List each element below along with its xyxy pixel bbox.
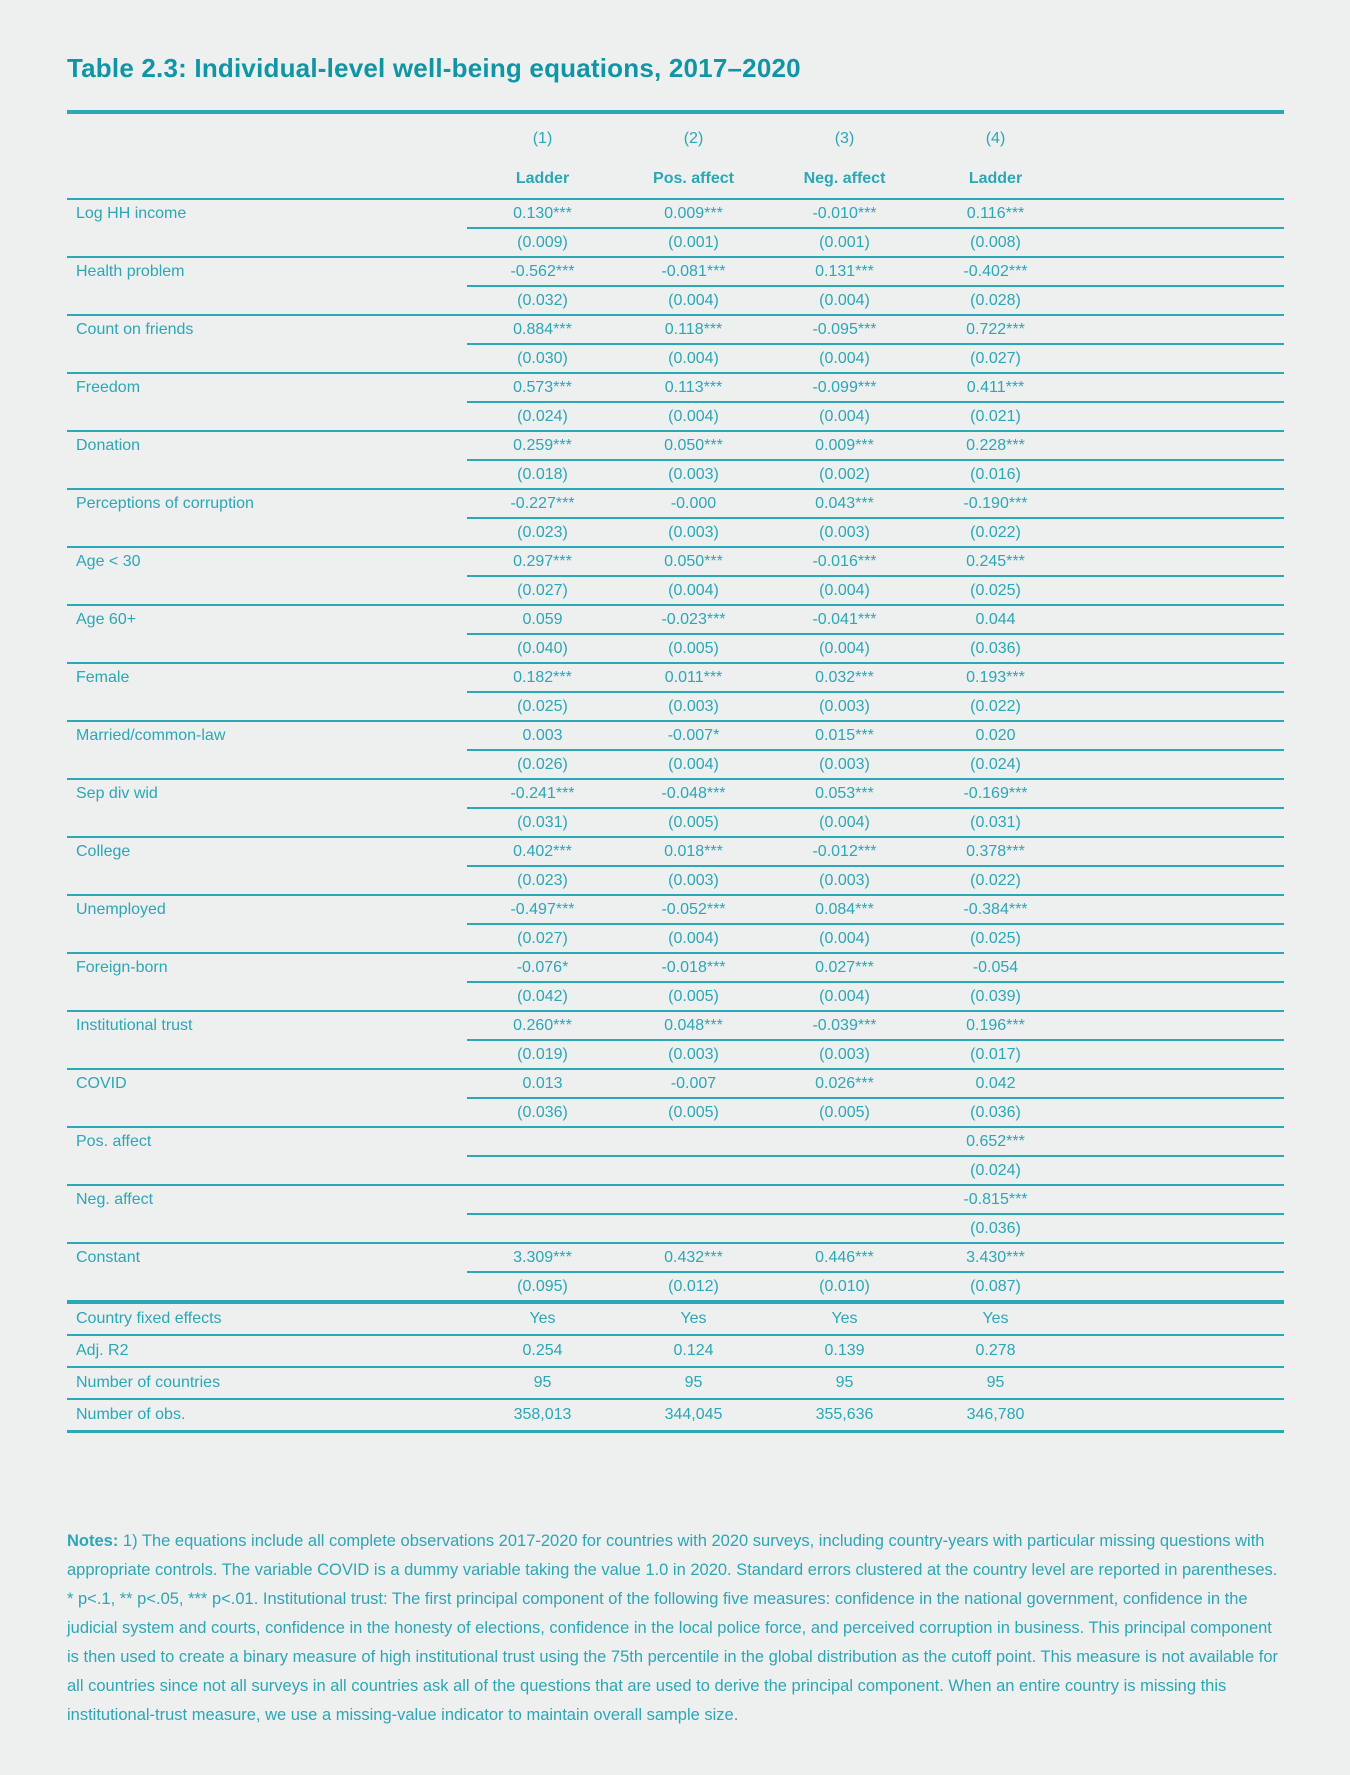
stderr-col1: (0.009)	[467, 228, 618, 257]
summary-col4: 0.278	[920, 1335, 1071, 1367]
summary-row	[67, 1367, 1284, 1399]
stderr-col2: (0.005)	[618, 808, 769, 837]
stderr-col2	[618, 1214, 769, 1243]
coefficient-col4: 0.116***	[920, 199, 1071, 228]
summary-col3: 355,636	[769, 1399, 920, 1432]
variable-label: Foreign-born	[76, 959, 168, 976]
summary-col2: Yes	[618, 1302, 769, 1335]
coefficient-col4: 0.245***	[920, 547, 1071, 576]
stderr-col3: (0.001)	[769, 228, 920, 257]
variable-label: Institutional trust	[76, 1017, 193, 1034]
stderr-row	[67, 866, 1284, 895]
coefficient-col4: 0.193***	[920, 663, 1071, 692]
coefficient-col1: 0.259***	[467, 431, 618, 460]
coefficient-row	[67, 721, 1284, 750]
coefficient-col2: 0.011***	[618, 663, 769, 692]
stderr-col3: (0.004)	[769, 286, 920, 315]
stderr-row	[67, 750, 1284, 779]
stderr-col2: (0.004)	[618, 924, 769, 953]
variable-label: College	[76, 843, 131, 860]
coefficient-col2: -0.007*	[618, 721, 769, 750]
stderr-col3: (0.003)	[769, 1040, 920, 1069]
stderr-col4: (0.036)	[920, 634, 1071, 663]
stderr-col1: (0.023)	[467, 518, 618, 547]
coefficient-row	[67, 1011, 1284, 1040]
stderr-row	[67, 576, 1284, 605]
stderr-col3: (0.004)	[769, 808, 920, 837]
stderr-col3: (0.003)	[769, 518, 920, 547]
stderr-col1: (0.023)	[467, 866, 618, 895]
coefficient-col2: 0.050***	[618, 547, 769, 576]
coefficient-col2: -0.081***	[618, 257, 769, 286]
stderr-col2: (0.005)	[618, 1098, 769, 1127]
summary-col2: 344,045	[618, 1399, 769, 1432]
column-number-row	[67, 112, 1284, 159]
summary-row	[67, 1399, 1284, 1432]
coefficient-col4: 0.044	[920, 605, 1071, 634]
coefficient-col2	[618, 1127, 769, 1156]
coefficient-col2: 0.018***	[618, 837, 769, 866]
stderr-col2: (0.005)	[618, 634, 769, 663]
coefficient-col4: 0.228***	[920, 431, 1071, 460]
notes-label: Notes:	[67, 1532, 119, 1550]
summary-col3: 95	[769, 1367, 920, 1399]
coefficient-col3: -0.010***	[769, 199, 920, 228]
summary-col3: 0.139	[769, 1335, 920, 1367]
coefficient-row	[67, 489, 1284, 518]
coefficient-col2: 0.432***	[618, 1243, 769, 1272]
coefficient-col4: 0.722***	[920, 315, 1071, 344]
stderr-col2: (0.012)	[618, 1272, 769, 1302]
coefficient-row	[67, 547, 1284, 576]
stderr-col3: (0.004)	[769, 344, 920, 373]
stderr-row	[67, 924, 1284, 953]
stderr-col4: (0.025)	[920, 924, 1071, 953]
stderr-col4: (0.016)	[920, 460, 1071, 489]
coefficient-col1: 0.003	[467, 721, 618, 750]
stderr-col3: (0.003)	[769, 750, 920, 779]
coefficient-col1: 0.130***	[467, 199, 618, 228]
coefficient-col2: 0.050***	[618, 431, 769, 460]
stderr-row	[67, 1156, 1284, 1185]
stderr-col2: (0.004)	[618, 750, 769, 779]
summary-label: Number of countries	[67, 1367, 467, 1399]
summary-col4: 346,780	[920, 1399, 1071, 1432]
stderr-row	[67, 1040, 1284, 1069]
stderr-col3: (0.004)	[769, 924, 920, 953]
coefficient-col3: -0.099***	[769, 373, 920, 402]
stderr-col1: (0.036)	[467, 1098, 618, 1127]
stderr-col4: (0.027)	[920, 344, 1071, 373]
stderr-col4: (0.025)	[920, 576, 1071, 605]
coefficient-col4: -0.815***	[920, 1185, 1071, 1214]
stderr-row	[67, 692, 1284, 721]
coefficient-col2: 0.048***	[618, 1011, 769, 1040]
summary-row	[67, 1302, 1284, 1335]
stderr-row	[67, 808, 1284, 837]
coefficient-row	[67, 837, 1284, 866]
stderr-col1: (0.040)	[467, 634, 618, 663]
coefficient-col4: 0.042	[920, 1069, 1071, 1098]
coefficient-row	[67, 1243, 1284, 1272]
stderr-col1	[467, 1156, 618, 1185]
stderr-col4: (0.022)	[920, 692, 1071, 721]
variable-label: COVID	[76, 1075, 127, 1092]
column-number-2: (2)	[683, 129, 704, 147]
coefficient-col3: 0.446***	[769, 1243, 920, 1272]
summary-label: Country fixed effects	[67, 1302, 467, 1335]
stderr-row	[67, 1214, 1284, 1243]
variable-label: Sep div wid	[76, 785, 158, 802]
coefficient-col1: 0.059	[467, 605, 618, 634]
stderr-col1: (0.095)	[467, 1272, 618, 1302]
coefficient-col3: 0.084***	[769, 895, 920, 924]
coefficient-col3: -0.041***	[769, 605, 920, 634]
coefficient-col4: -0.169***	[920, 779, 1071, 808]
stderr-col4: (0.036)	[920, 1214, 1071, 1243]
stderr-col4: (0.087)	[920, 1272, 1071, 1302]
coefficient-col4: 0.196***	[920, 1011, 1071, 1040]
stderr-row	[67, 518, 1284, 547]
notes-text: 1) The equations include all complete observations 2017-2020 for countries with 2020 surveys, including country-years with particular missing questions with appropriate controls. The variable COVID is a dummy variable taking the value 1.0 in 2020. Standard errors clustered at the country level are reported in parentheses. * p<.1, ** p<.05, *** p<.01. Institutional trust: The first principal component of the following five measures: confidence in the national government, confidence in the judicial system and courts, confidence in the honesty of elections, confidence in the local police force, and perceived corruption in business. This principal component is then used to create a binary measure of high institutional trust using the 75th percentile in the global distribution as the cutoff point. This measure is not available for all countries since not all surveys in all countries ask all of the questions that are used to derive the principal component. When an entire country is missing this institutional-trust measure, we use a missing-value indicator to maintain overall sample size.	[67, 1532, 1279, 1724]
coefficient-row	[67, 315, 1284, 344]
coefficient-col2: -0.052***	[618, 895, 769, 924]
stderr-col1: (0.026)	[467, 750, 618, 779]
variable-label: Freedom	[76, 379, 141, 396]
coefficient-col3: 0.015***	[769, 721, 920, 750]
stderr-col4: (0.031)	[920, 808, 1071, 837]
variable-label: Log HH income	[76, 205, 187, 222]
coefficient-col1: 0.402***	[467, 837, 618, 866]
summary-rows	[67, 1302, 1284, 1432]
stderr-col2	[618, 1156, 769, 1185]
coefficient-col3: 0.131***	[769, 257, 920, 286]
stderr-col2: (0.001)	[618, 228, 769, 257]
stderr-col1: (0.018)	[467, 460, 618, 489]
stderr-col3: (0.002)	[769, 460, 920, 489]
stderr-col1: (0.024)	[467, 402, 618, 431]
variable-label: Neg. affect	[76, 1191, 154, 1208]
coefficient-col2: 0.113***	[618, 373, 769, 402]
summary-col4: 95	[920, 1367, 1071, 1399]
coefficient-col3: 0.026***	[769, 1069, 920, 1098]
summary-label: Adj. R2	[67, 1335, 467, 1367]
coefficient-col2: -0.007	[618, 1069, 769, 1098]
variable-label: Married/common-law	[76, 727, 226, 744]
coefficient-col3	[769, 1127, 920, 1156]
stderr-row	[67, 286, 1284, 315]
summary-row	[67, 1335, 1284, 1367]
stderr-row	[67, 344, 1284, 373]
coefficient-row	[67, 895, 1284, 924]
coefficient-col1: 0.182***	[467, 663, 618, 692]
variable-label: Pos. affect	[76, 1133, 152, 1150]
stderr-col3: (0.005)	[769, 1098, 920, 1127]
summary-col3: Yes	[769, 1302, 920, 1335]
coefficient-row	[67, 1185, 1284, 1214]
coefficient-col4: 0.378***	[920, 837, 1071, 866]
stderr-col1: (0.027)	[467, 924, 618, 953]
stderr-col2: (0.003)	[618, 1040, 769, 1069]
summary-label: Number of obs.	[67, 1399, 467, 1432]
stderr-col1: (0.027)	[467, 576, 618, 605]
coefficient-col4: 0.652***	[920, 1127, 1071, 1156]
stderr-col4: (0.028)	[920, 286, 1071, 315]
coefficient-col3: -0.016***	[769, 547, 920, 576]
stderr-row	[67, 634, 1284, 663]
coefficient-row	[67, 373, 1284, 402]
coefficient-rows	[67, 199, 1284, 1302]
summary-col4: Yes	[920, 1302, 1071, 1335]
stderr-col4: (0.022)	[920, 518, 1071, 547]
stderr-col3: (0.004)	[769, 634, 920, 663]
coefficient-col4: 0.411***	[920, 373, 1071, 402]
coefficient-row	[67, 199, 1284, 228]
coefficient-col2: -0.023***	[618, 605, 769, 634]
stderr-row	[67, 1272, 1284, 1302]
coefficient-col1: 0.013	[467, 1069, 618, 1098]
coefficient-col3: -0.039***	[769, 1011, 920, 1040]
summary-col1: 0.254	[467, 1335, 618, 1367]
coefficient-col1: -0.241***	[467, 779, 618, 808]
stderr-col2: (0.003)	[618, 692, 769, 721]
column-header-ladder-2: Ladder	[920, 159, 1071, 199]
column-header-row	[67, 159, 1284, 199]
summary-col2: 0.124	[618, 1335, 769, 1367]
stderr-col2: (0.005)	[618, 982, 769, 1011]
coefficient-row	[67, 431, 1284, 460]
coefficient-col4: -0.402***	[920, 257, 1071, 286]
coefficient-col3: 0.027***	[769, 953, 920, 982]
coefficient-col4: 0.020	[920, 721, 1071, 750]
column-number-4: (4)	[985, 129, 1006, 147]
stderr-col4: (0.024)	[920, 1156, 1071, 1185]
coefficient-col3: 0.009***	[769, 431, 920, 460]
stderr-col1: (0.025)	[467, 692, 618, 721]
stderr-col2: (0.003)	[618, 866, 769, 895]
variable-label: Donation	[76, 437, 141, 454]
variable-label: Age < 30	[76, 553, 141, 570]
coefficient-col3: 0.032***	[769, 663, 920, 692]
stderr-col1: (0.030)	[467, 344, 618, 373]
coefficient-row	[67, 1127, 1284, 1156]
coefficient-col3: 0.043***	[769, 489, 920, 518]
coefficient-row	[67, 605, 1284, 634]
stderr-col4: (0.017)	[920, 1040, 1071, 1069]
coefficient-col1: 0.884***	[467, 315, 618, 344]
summary-col1: 95	[467, 1367, 618, 1399]
stderr-col3: (0.010)	[769, 1272, 920, 1302]
column-header-ladder-1: Ladder	[467, 159, 618, 199]
summary-col1: Yes	[467, 1302, 618, 1335]
coefficient-col3	[769, 1185, 920, 1214]
coefficient-col2: -0.000	[618, 489, 769, 518]
column-header-pos-affect: Pos. affect	[618, 159, 769, 199]
stderr-col1: (0.042)	[467, 982, 618, 1011]
column-header-neg-affect: Neg. affect	[769, 159, 920, 199]
summary-col1: 358,013	[467, 1399, 618, 1432]
coefficient-col1: -0.562***	[467, 257, 618, 286]
column-number-1: (1)	[532, 129, 553, 147]
stderr-col3: (0.003)	[769, 692, 920, 721]
variable-label: Age 60+	[76, 611, 137, 628]
coefficient-col1: 0.297***	[467, 547, 618, 576]
stderr-row	[67, 460, 1284, 489]
stderr-col4: (0.024)	[920, 750, 1071, 779]
variable-label: Health problem	[76, 263, 185, 280]
coefficient-col1: -0.497***	[467, 895, 618, 924]
coefficient-col4: -0.054	[920, 953, 1071, 982]
coefficient-row	[67, 663, 1284, 692]
stderr-col4: (0.039)	[920, 982, 1071, 1011]
coefficient-col1	[467, 1185, 618, 1214]
stderr-col1: (0.031)	[467, 808, 618, 837]
stderr-col4: (0.008)	[920, 228, 1071, 257]
stderr-col4: (0.036)	[920, 1098, 1071, 1127]
variable-label: Perceptions of corruption	[76, 495, 254, 512]
notes-block	[67, 1527, 1284, 1730]
regression-table	[67, 110, 1284, 1433]
coefficient-col1: 0.573***	[467, 373, 618, 402]
stderr-col2: (0.003)	[618, 460, 769, 489]
stderr-col3: (0.004)	[769, 576, 920, 605]
coefficient-col4: -0.190***	[920, 489, 1071, 518]
coefficient-col1: 3.309***	[467, 1243, 618, 1272]
stderr-col3	[769, 1156, 920, 1185]
coefficient-col2: 0.009***	[618, 199, 769, 228]
table-title: Table 2.3: Individual-level well-being equations, 2017–2020	[67, 53, 801, 83]
stderr-col1	[467, 1214, 618, 1243]
variable-label: Female	[76, 669, 130, 686]
coefficient-row	[67, 779, 1284, 808]
stderr-row	[67, 402, 1284, 431]
stderr-col3: (0.003)	[769, 866, 920, 895]
stderr-col3: (0.004)	[769, 982, 920, 1011]
coefficient-col1: -0.076*	[467, 953, 618, 982]
stderr-row	[67, 1098, 1284, 1127]
stderr-col2: (0.004)	[618, 402, 769, 431]
stderr-col3	[769, 1214, 920, 1243]
stderr-col4: (0.021)	[920, 402, 1071, 431]
coefficient-row	[67, 953, 1284, 982]
coefficient-col2: -0.018***	[618, 953, 769, 982]
table-header	[67, 112, 1284, 199]
column-number-3: (3)	[834, 129, 855, 147]
summary-col2: 95	[618, 1367, 769, 1399]
coefficient-col1: -0.227***	[467, 489, 618, 518]
coefficient-col3: 0.053***	[769, 779, 920, 808]
stderr-col4: (0.022)	[920, 866, 1071, 895]
stderr-col2: (0.004)	[618, 344, 769, 373]
coefficient-row	[67, 257, 1284, 286]
variable-label: Count on friends	[76, 321, 194, 338]
coefficient-col4: -0.384***	[920, 895, 1071, 924]
stderr-col3: (0.004)	[769, 402, 920, 431]
coefficient-col2	[618, 1185, 769, 1214]
coefficient-col1	[467, 1127, 618, 1156]
stderr-row	[67, 982, 1284, 1011]
coefficient-row	[67, 1069, 1284, 1098]
stderr-col1: (0.032)	[467, 286, 618, 315]
stderr-col2: (0.003)	[618, 518, 769, 547]
coefficient-col2: 0.118***	[618, 315, 769, 344]
variable-label: Unemployed	[76, 901, 166, 918]
stderr-row	[67, 228, 1284, 257]
coefficient-col4: 3.430***	[920, 1243, 1071, 1272]
variable-label: Constant	[76, 1249, 141, 1266]
coefficient-col3: -0.095***	[769, 315, 920, 344]
stderr-col2: (0.004)	[618, 576, 769, 605]
coefficient-col2: -0.048***	[618, 779, 769, 808]
stderr-col1: (0.019)	[467, 1040, 618, 1069]
coefficient-col3: -0.012***	[769, 837, 920, 866]
coefficient-col1: 0.260***	[467, 1011, 618, 1040]
stderr-col2: (0.004)	[618, 286, 769, 315]
